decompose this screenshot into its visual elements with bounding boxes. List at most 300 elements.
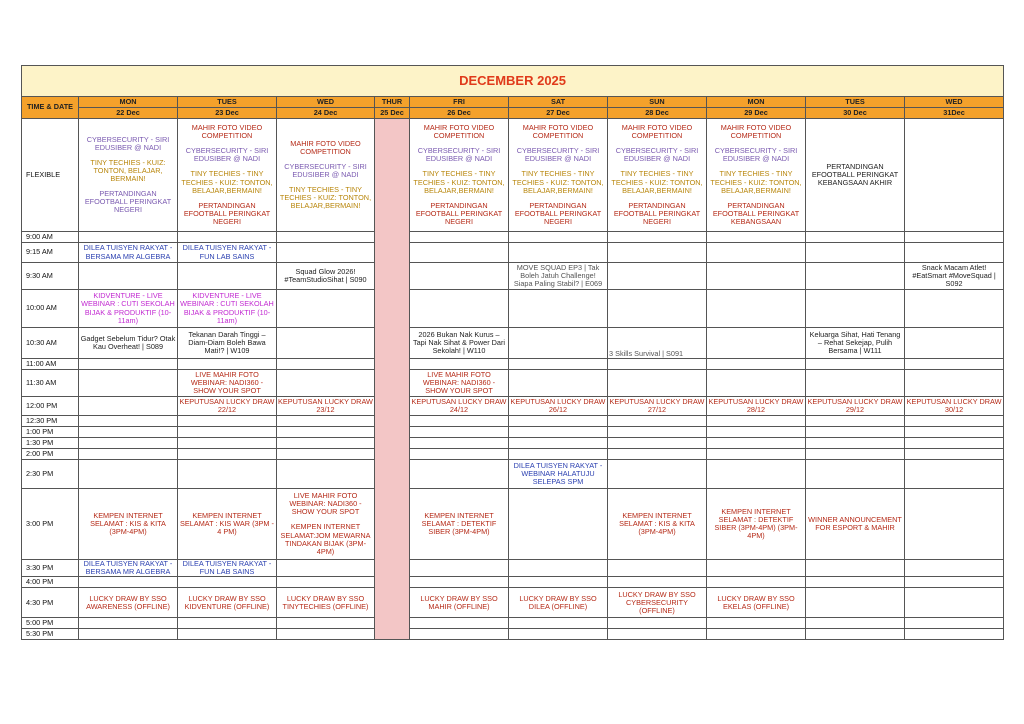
schedule-cell [410, 449, 509, 460]
event-entry: MAHIR FOTO VIDEO COMPETITION [290, 138, 361, 156]
event-entry: TINY TECHIES - TINY TECHIES - KUIZ: TONTON, BELAJAR,BERMAIN! [611, 169, 703, 195]
schedule-cell [509, 263, 608, 290]
event-entry: KIDVENTURE - LIVE WEBINAR : CUTI SEKOLAH BIJAK & PRODUKTIF (10-11am) [180, 291, 274, 325]
schedule-cell [707, 328, 806, 359]
schedule-cell [178, 370, 277, 397]
schedule-cell [79, 416, 178, 427]
schedule-cell [905, 427, 1004, 438]
schedule-cell [410, 489, 509, 560]
schedule-cell [410, 560, 509, 577]
event-entry: LIVE MAHIR FOTO WEBINAR: NADI360 - SHOW YOUR SPOT [289, 491, 362, 517]
time-label: 1:30 PM [22, 438, 79, 449]
event-entry: LUCKY DRAW BY SSO KIDVENTURE (OFFLINE) [184, 593, 270, 611]
schedule-cell [277, 449, 375, 460]
time-label: 9:30 AM [22, 263, 79, 290]
schedule-cell [277, 577, 375, 588]
event-entry: KEPUTUSAN LUCKY DRAW 26/12 [510, 396, 606, 414]
event-entry: KIDVENTURE - LIVE WEBINAR : CUTI SEKOLAH BIJAK & PRODUKTIF (10-11am) [81, 291, 175, 325]
schedule-cell [707, 577, 806, 588]
schedule-cell [277, 370, 375, 397]
schedule-cell [806, 290, 905, 328]
schedule-cell [509, 460, 608, 489]
schedule-cell [905, 629, 1004, 640]
schedule-cell [79, 629, 178, 640]
schedule-row [22, 560, 1004, 577]
schedule-cell [707, 397, 806, 416]
time-label: 11:00 AM [22, 359, 79, 370]
schedule-cell [608, 119, 707, 232]
schedule-cell [277, 618, 375, 629]
schedule-cell [608, 560, 707, 577]
schedule-cell [905, 460, 1004, 489]
time-label: 3:30 PM [22, 560, 79, 577]
schedule-cell [608, 489, 707, 560]
event-entry: PERTANDINGAN EFOOTBALL PERINGKAT KEBANGSAAN [712, 200, 800, 226]
schedule-cell [277, 489, 375, 560]
schedule-cell [707, 629, 806, 640]
schedule-cell [608, 577, 707, 588]
schedule-cell [410, 370, 509, 397]
event-entry: CYBERSECURITY - SIRI EDUSIBER @ NADI [516, 146, 600, 164]
day-name-header: MON [79, 97, 178, 108]
schedule-cell [608, 618, 707, 629]
schedule-cell [178, 460, 277, 489]
schedule-cell [905, 359, 1004, 370]
schedule-cell [178, 618, 277, 629]
schedule-cell [806, 328, 905, 359]
schedule-cell [806, 397, 905, 416]
schedule-cell [410, 618, 509, 629]
day-name-header: THUR [375, 97, 410, 108]
day-date-header: 26 Dec [410, 108, 509, 119]
event-entry: LUCKY DRAW BY SSO TINYTECHIES (OFFLINE) [282, 593, 369, 611]
schedule-cell [509, 119, 608, 232]
schedule-cell [79, 577, 178, 588]
schedule-cell [608, 588, 707, 618]
schedule-cell [509, 370, 608, 397]
time-date-header: TIME & DATE [22, 97, 79, 119]
time-label: 5:30 PM [22, 629, 79, 640]
page-title: DECEMBER 2025 [22, 66, 1004, 97]
schedule-cell [178, 359, 277, 370]
schedule-cell [707, 489, 806, 560]
event-entry: PERTANDINGAN EFOOTBALL PERINGKAT NEGERI [183, 200, 271, 226]
schedule-cell [178, 119, 277, 232]
event-entry: DILEA TUISYEN RAKYAT - BERSAMA MR ALGEBRA [83, 559, 173, 577]
schedule-table [21, 65, 1004, 640]
schedule-cell [277, 397, 375, 416]
event-entry: LUCKY DRAW BY SSO DILEA (OFFLINE) [519, 593, 597, 611]
schedule-cell [277, 460, 375, 489]
time-label: 2:00 PM [22, 449, 79, 460]
schedule-cell [277, 416, 375, 427]
event-entry: Snack Macam Atlet! #EatSmart #MoveSquad | S092 [912, 262, 996, 289]
schedule-row [22, 416, 1004, 427]
schedule-cell [806, 416, 905, 427]
schedule-cell [79, 560, 178, 577]
schedule-cell [509, 438, 608, 449]
schedule-cell [806, 629, 905, 640]
schedule-cell [806, 588, 905, 618]
event-entry: KEPUTUSAN LUCKY DRAW 27/12 [609, 396, 705, 414]
event-entry: Squad Glow 2026! #TeamStudioSihat | S090 [284, 266, 367, 284]
schedule-cell [509, 560, 608, 577]
schedule-cell [806, 489, 905, 560]
event-entry: DILEA TUISYEN RAKYAT - FUN LAB SAINS [182, 243, 272, 261]
schedule-cell [707, 263, 806, 290]
schedule-cell [509, 232, 608, 243]
event-entry: CYBERSECURITY - SIRI EDUSIBER @ NADI [86, 134, 170, 152]
schedule-row [22, 577, 1004, 588]
schedule-cell [277, 232, 375, 243]
day-name-header: SAT [509, 97, 608, 108]
schedule-cell [509, 618, 608, 629]
schedule-cell [410, 438, 509, 449]
schedule-row [22, 449, 1004, 460]
event-entry: LIVE MAHIR FOTO WEBINAR: NADI360 - SHOW YOUR SPOT [190, 369, 264, 396]
schedule-cell [905, 328, 1004, 359]
schedule-cell [509, 629, 608, 640]
schedule-cell [410, 629, 509, 640]
event-entry: LUCKY DRAW BY SSO MAHIR (OFFLINE) [420, 593, 498, 611]
schedule-cell [707, 359, 806, 370]
schedule-cell [905, 588, 1004, 618]
schedule-cell [79, 370, 178, 397]
schedule-cell [178, 290, 277, 328]
time-label: 4:00 PM [22, 577, 79, 588]
schedule-cell [410, 232, 509, 243]
schedule-cell [277, 263, 375, 290]
schedule-cell [608, 359, 707, 370]
schedule-cell [178, 243, 277, 263]
schedule-cell [79, 290, 178, 328]
schedule-cell [806, 560, 905, 577]
event-entry: Keluarga Sihat, Hati Tenang – Rehat Sekejap, Pulih Bersama | W111 [809, 329, 901, 356]
schedule-cell [707, 427, 806, 438]
event-entry: 3 Skills Survival | S091 [609, 348, 684, 358]
schedule-cell [905, 618, 1004, 629]
schedule-cell [509, 328, 608, 359]
schedule-cell [707, 449, 806, 460]
schedule-cell [178, 449, 277, 460]
schedule-cell [707, 243, 806, 263]
time-label: 12:30 PM [22, 416, 79, 427]
event-entry: Gadget Sebelum Tidur? Otak Kau Overheat! | S089 [80, 333, 176, 351]
event-entry: KEMPEN INTERNET SELAMAT : DETEKTIF SIBER (3PM-4PM) [421, 510, 497, 537]
event-entry: LUCKY DRAW BY SSO AWARENESS (OFFLINE) [86, 593, 170, 611]
event-entry: WINNER ANNOUNCEMENT FOR ESPORT & MAHIR [808, 514, 902, 532]
day-date-header: 25 Dec [375, 108, 410, 119]
schedule-cell [509, 290, 608, 328]
event-entry: DILEA TUISYEN RAKYAT - FUN LAB SAINS [182, 559, 272, 577]
schedule-cell [608, 629, 707, 640]
event-entry: 2026 Bukan Nak Kurus – Tapi Nak Sihat & Power Dari Sekolah! | W110 [412, 329, 506, 356]
schedule-cell [806, 618, 905, 629]
schedule-cell [178, 416, 277, 427]
schedule-cell [806, 438, 905, 449]
event-entry: KEPUTUSAN LUCKY DRAW 28/12 [708, 396, 804, 414]
schedule-cell [79, 328, 178, 359]
schedule-cell [707, 438, 806, 449]
schedule-cell [905, 438, 1004, 449]
event-entry: CYBERSECURITY - SIRI EDUSIBER @ NADI [714, 146, 798, 164]
schedule-cell [707, 416, 806, 427]
event-entry: KEMPEN INTERNET SELAMAT : KIS WAR (3PM - 4 PM) [180, 510, 274, 537]
event-entry: CYBERSECURITY - SIRI EDUSIBER @ NADI [615, 146, 699, 164]
schedule-cell [178, 427, 277, 438]
event-entry: DILEA TUISYEN RAKYAT - BERSAMA MR ALGEBRA [83, 243, 173, 261]
schedule-cell [277, 290, 375, 328]
event-entry: MAHIR FOTO VIDEO COMPETITION [522, 123, 594, 141]
schedule-cell [410, 416, 509, 427]
schedule-cell [905, 232, 1004, 243]
schedule-cell [79, 397, 178, 416]
schedule-cell [410, 577, 509, 588]
schedule-cell [277, 588, 375, 618]
schedule-cell [79, 460, 178, 489]
schedule-cell [905, 560, 1004, 577]
schedule-cell [806, 243, 905, 263]
time-label: FLEXIBLE [22, 119, 79, 232]
schedule-cell [178, 232, 277, 243]
schedule-cell [608, 370, 707, 397]
schedule-cell [608, 263, 707, 290]
day-date-header: 22 Dec [79, 108, 178, 119]
event-entry: KEMPEN INTERNET SELAMAT : KIS & KITA (3PM-4PM) [619, 510, 695, 537]
schedule-cell [277, 560, 375, 577]
event-entry: KEPUTUSAN LUCKY DRAW 29/12 [807, 396, 903, 414]
schedule-cell [178, 397, 277, 416]
schedule-cell [410, 119, 509, 232]
schedule-cell [509, 427, 608, 438]
event-entry: KEPUTUSAN LUCKY DRAW 30/12 [906, 396, 1002, 414]
schedule-cell [79, 119, 178, 232]
event-entry: PERTANDINGAN EFOOTBALL PERINGKAT KEBANGSAAN AKHIR [811, 161, 899, 188]
schedule-cell [410, 588, 509, 618]
schedule-cell [509, 359, 608, 370]
event-entry: Tekanan Darah Tinggi – Diam-Diam Boleh Bawa Mati!? | W109 [188, 329, 266, 356]
schedule-cell [806, 427, 905, 438]
schedule-cell [178, 577, 277, 588]
schedule-cell [806, 460, 905, 489]
schedule-cell [410, 328, 509, 359]
schedule-row [22, 328, 1004, 359]
event-entry: PERTANDINGAN EFOOTBALL PERINGKAT NEGERI [415, 200, 503, 226]
event-entry: MAHIR FOTO VIDEO COMPETITION [621, 123, 693, 141]
schedule-cell [410, 427, 509, 438]
event-entry: CYBERSECURITY - SIRI EDUSIBER @ NADI [284, 161, 367, 179]
schedule-cell [509, 588, 608, 618]
schedule-cell [79, 232, 178, 243]
event-entry: PERTANDINGAN EFOOTBALL PERINGKAT NEGERI [514, 200, 602, 226]
schedule-row [22, 370, 1004, 397]
schedule-cell [178, 629, 277, 640]
schedule-cell [905, 243, 1004, 263]
schedule-cell [79, 263, 178, 290]
schedule-cell [905, 449, 1004, 460]
event-entry: KEMPEN INTERNET SELAMAT : DETEKTIF SIBER (3PM-4PM) (3PM-4PM) [714, 506, 798, 541]
schedule-cell [806, 449, 905, 460]
day-date-header: 27 Dec [509, 108, 608, 119]
event-entry: LIVE MAHIR FOTO WEBINAR: NADI360 - SHOW YOUR SPOT [422, 369, 496, 396]
event-entry: MOVE SQUAD EP3 | Tak Boleh Jatuh Challenge! Siapa Paling Stabil? | E069 [513, 262, 603, 289]
schedule-cell [707, 460, 806, 489]
schedule-cell [608, 438, 707, 449]
event-entry: LUCKY DRAW BY SSO CYBERSECURITY (OFFLINE) [618, 589, 696, 615]
schedule-cell [277, 119, 375, 232]
schedule-cell [608, 427, 707, 438]
schedule-row [22, 243, 1004, 263]
event-entry: KEMPEN INTERNET SELAMAT : KIS & KITA (3PM-4PM) [90, 510, 166, 537]
time-label: 9:15 AM [22, 243, 79, 263]
schedule-cell [178, 438, 277, 449]
day-name-header: SUN [608, 97, 707, 108]
schedule-row [22, 119, 1004, 232]
day-name-header: TUES [806, 97, 905, 108]
schedule-row [22, 232, 1004, 243]
time-label: 9:00 AM [22, 232, 79, 243]
schedule-row [22, 438, 1004, 449]
schedule-cell [410, 243, 509, 263]
day-name-header: FRI [410, 97, 509, 108]
schedule-cell [79, 588, 178, 618]
day-date-header: 29 Dec [707, 108, 806, 119]
time-label: 11:30 AM [22, 370, 79, 397]
schedule-cell [178, 588, 277, 618]
time-label: 4:30 PM [22, 588, 79, 618]
event-entry: TINY TECHIES - TINY TECHIES - KUIZ: TONTON, BELAJAR,BERMAIN! [710, 169, 802, 195]
event-entry: PERTANDINGAN EFOOTBALL PERINGKAT NEGERI [613, 200, 701, 226]
schedule-cell [608, 328, 707, 359]
schedule-cell [79, 449, 178, 460]
schedule-cell [806, 232, 905, 243]
time-label: 1:00 PM [22, 427, 79, 438]
schedule-cell [277, 629, 375, 640]
time-label: 10:30 AM [22, 328, 79, 359]
schedule-cell [905, 119, 1004, 232]
schedule-cell [509, 449, 608, 460]
schedule-row [22, 588, 1004, 618]
schedule-cell [178, 263, 277, 290]
schedule-cell [608, 416, 707, 427]
event-entry: TINY TECHIES - TINY TECHIES - KUIZ: TONTON, BELAJAR,BERMAIN! [279, 185, 372, 211]
schedule-cell [79, 243, 178, 263]
schedule-cell [410, 263, 509, 290]
schedule-cell [707, 232, 806, 243]
schedule-cell [707, 370, 806, 397]
day-name-header: TUES [178, 97, 277, 108]
schedule-cell [905, 290, 1004, 328]
schedule-cell [79, 489, 178, 560]
schedule-cell [410, 359, 509, 370]
event-entry: PERTANDINGAN EFOOTBALL PERINGKAT NEGERI [84, 189, 172, 215]
schedule-cell [178, 489, 277, 560]
schedule-row [22, 629, 1004, 640]
schedule-cell [277, 243, 375, 263]
schedule-row [22, 397, 1004, 416]
schedule-cell [707, 290, 806, 328]
schedule-cell [277, 427, 375, 438]
day-date-header: 31Dec [905, 108, 1004, 119]
schedule-cell [79, 427, 178, 438]
event-entry: DILEA TUISYEN RAKYAT - WEBINAR HALATUJU SELEPAS SPM [513, 460, 603, 487]
event-entry: KEPUTUSAN LUCKY DRAW 22/12 [179, 396, 275, 414]
schedule-cell [707, 618, 806, 629]
schedule-cell [806, 577, 905, 588]
event-entry: CYBERSECURITY - SIRI EDUSIBER @ NADI [185, 146, 269, 164]
time-label: 5:00 PM [22, 618, 79, 629]
time-label: 2:30 PM [22, 460, 79, 489]
schedule-cell [608, 449, 707, 460]
event-entry: TINY TECHIES - TINY TECHIES - KUIZ: TONTON, BELAJAR,BERMAIN! [512, 169, 604, 195]
schedule-row [22, 427, 1004, 438]
schedule-cell [277, 328, 375, 359]
day-date-header: 24 Dec [277, 108, 375, 119]
event-entry: TINY TECHIES - TINY TECHIES - KUIZ: TONTON, BELAJAR,BERMAIN! [413, 169, 505, 195]
event-entry: KEPUTUSAN LUCKY DRAW 24/12 [411, 396, 507, 414]
day-date-header: 23 Dec [178, 108, 277, 119]
schedule-cell [277, 359, 375, 370]
day-name-header: WED [905, 97, 1004, 108]
event-entry: LUCKY DRAW BY SSO EKELAS (OFFLINE) [717, 593, 795, 611]
schedule-cell [410, 397, 509, 416]
schedule-cell [608, 397, 707, 416]
schedule-cell [509, 416, 608, 427]
time-label: 10:00 AM [22, 290, 79, 328]
schedule-cell [905, 263, 1004, 290]
event-entry: MAHIR FOTO VIDEO COMPETITION [191, 123, 263, 141]
schedule-cell [905, 397, 1004, 416]
day-date-header: 30 Dec [806, 108, 905, 119]
event-entry: TINY TECHIES - TINY TECHIES - KUIZ: TONTON, BELAJAR,BERMAIN! [181, 169, 273, 195]
time-label: 3:00 PM [22, 489, 79, 560]
event-entry: KEPUTUSAN LUCKY DRAW 23/12 [278, 396, 373, 414]
schedule-cell [806, 119, 905, 232]
day-name-header: WED [277, 97, 375, 108]
schedule-cell [806, 359, 905, 370]
schedule-row [22, 263, 1004, 290]
schedule-cell [608, 243, 707, 263]
schedule-cell [79, 359, 178, 370]
holiday-column [375, 119, 410, 640]
schedule-cell [707, 560, 806, 577]
schedule-cell [905, 577, 1004, 588]
schedule-cell [608, 460, 707, 489]
schedule-row [22, 359, 1004, 370]
schedule-cell [277, 438, 375, 449]
schedule-cell [79, 438, 178, 449]
schedule-cell [509, 489, 608, 560]
day-name-header: MON [707, 97, 806, 108]
time-label: 12:00 PM [22, 397, 79, 416]
schedule-cell [905, 489, 1004, 560]
schedule-cell [806, 370, 905, 397]
schedule-cell [178, 328, 277, 359]
schedule-cell [905, 416, 1004, 427]
schedule-row [22, 618, 1004, 629]
schedule-cell [509, 397, 608, 416]
schedule-cell [509, 577, 608, 588]
schedule-row [22, 290, 1004, 328]
schedule-row [22, 460, 1004, 489]
event-entry: MAHIR FOTO VIDEO COMPETITION [720, 123, 792, 141]
schedule-cell [806, 263, 905, 290]
event-entry: TINY TECHIES - KUIZ: TONTON, BELAJAR, BERMAIN! [90, 157, 166, 183]
schedule-cell [707, 588, 806, 618]
schedule-cell [707, 119, 806, 232]
schedule-cell [79, 618, 178, 629]
schedule-cell [410, 290, 509, 328]
